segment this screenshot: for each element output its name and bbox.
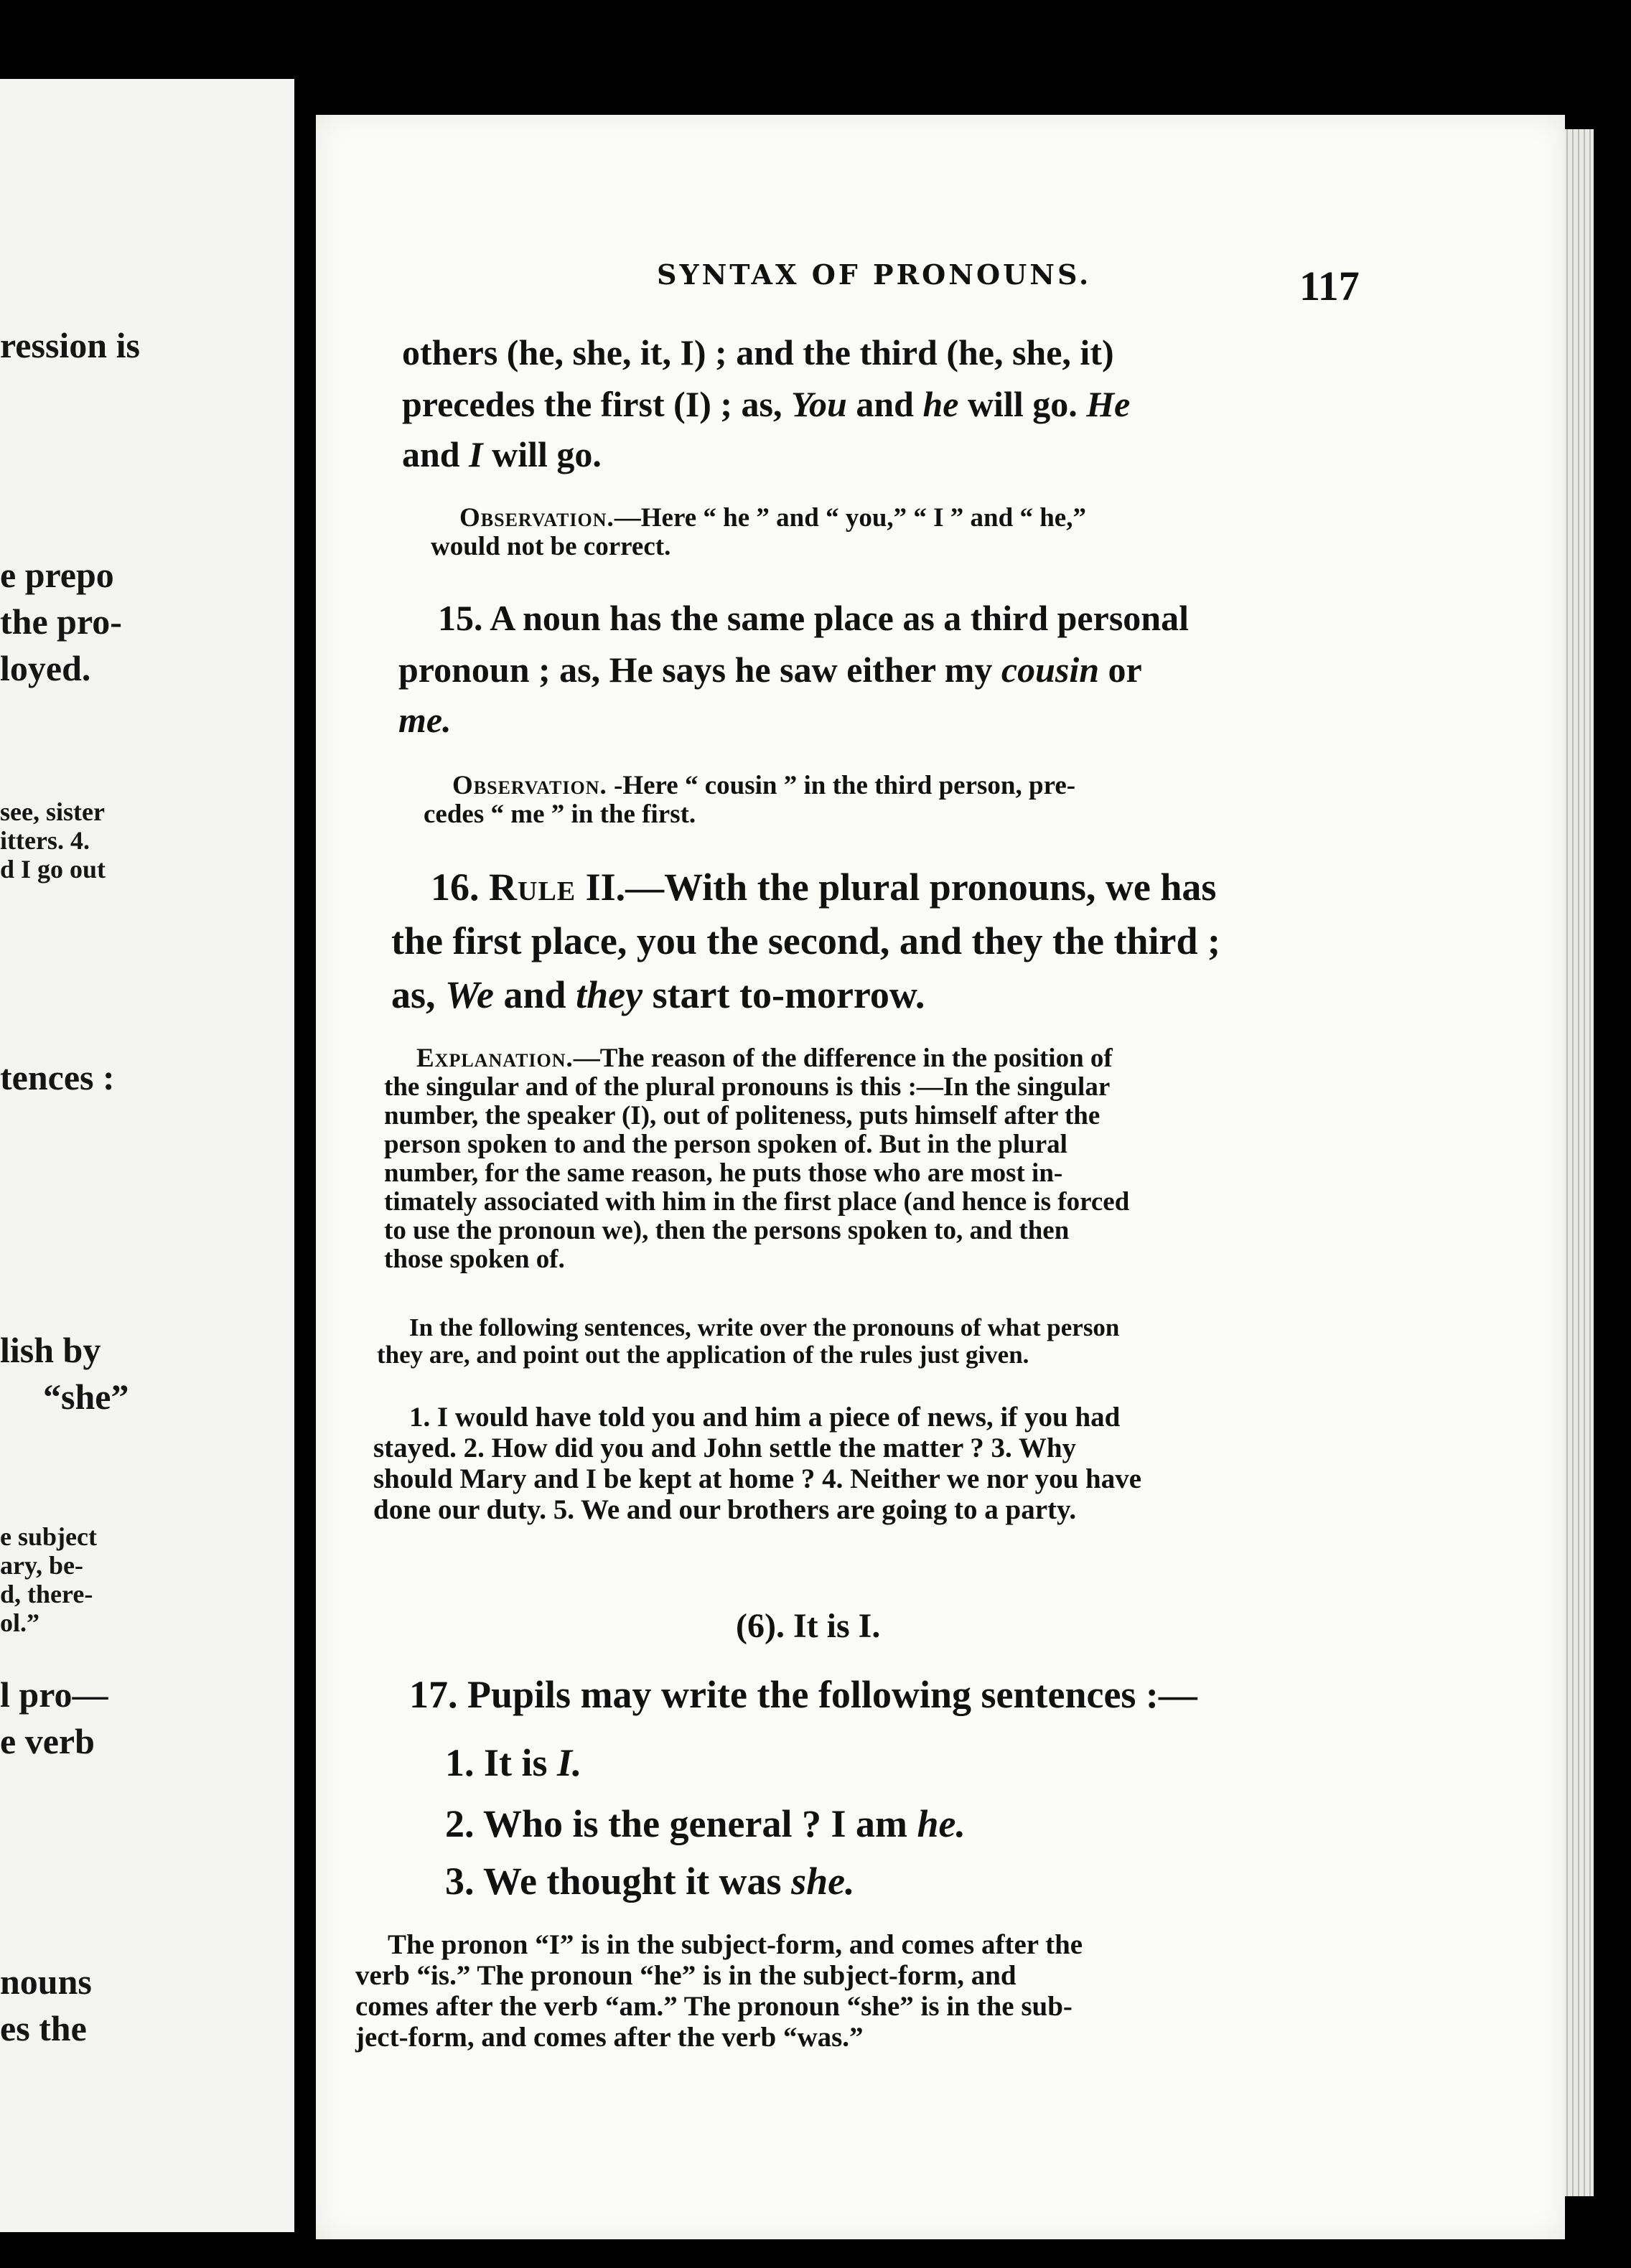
final-note-line2: verb “is.” The pronoun “he” is in the subject-form, and — [355, 1960, 1017, 1991]
explanation-line5: number, for the same reason, he puts those who are most in- — [384, 1158, 1063, 1188]
para14-line1: others (he, she, it, I) ; and the third (he, she, it) — [402, 332, 1114, 372]
running-header: SYNTAX OF PRONOUNS. — [657, 258, 1092, 291]
exercise-line1: 1. I would have told you and him a piece of news, if you had — [409, 1402, 1121, 1433]
para14-line2: precedes the first (I) ; as, You and he will go. He — [402, 384, 1131, 424]
left-line: the pro- — [0, 601, 122, 642]
observation-1: Observation.—Here “ he ” and “ you,” “ I ” and “ he,” — [459, 503, 1086, 533]
left-line: nouns — [0, 1962, 92, 2002]
para17: 17. Pupils may write the following sentences :— — [409, 1673, 1197, 1716]
left-line: d, there- — [0, 1580, 93, 1608]
sentence-1: 1. It is I. — [445, 1741, 582, 1784]
left-line: es the — [0, 2008, 87, 2048]
exercise-line2: stayed. 2. How did you and John settle the matter ? 3. Why — [373, 1433, 1077, 1463]
para15-line2: pronoun ; as, He says he saw either my cousin or — [398, 650, 1142, 690]
left-line: “she” — [43, 1377, 129, 1417]
observation-2-line2: cedes “ me ” in the first. — [424, 800, 696, 829]
final-note-line4: ject-form, and comes after the verb “was.” — [355, 2022, 864, 2053]
left-page-fragment — [0, 79, 294, 2232]
final-note-line3: comes after the verb “am.” The pronoun “she” is in the sub- — [355, 1991, 1072, 2022]
instruction-line1: In the following sentences, write over the pronouns of what person — [409, 1313, 1120, 1341]
left-line: e subject — [0, 1522, 97, 1551]
sentence-3: 3. We thought it was she. — [445, 1860, 855, 1903]
explanation-line7: to use the pronoun we), then the persons spoken to, and then — [384, 1216, 1070, 1245]
section-heading: (6). It is I. — [736, 1607, 881, 1645]
para16-line3: as, We and they start to-morrow. — [391, 973, 925, 1016]
left-line: see, sister — [0, 797, 105, 826]
page-number: 117 — [1299, 263, 1360, 309]
para16-line2: the first place, you the second, and they the third ; — [391, 919, 1220, 962]
para14-line3: and I will go. — [402, 434, 602, 474]
explanation-line6: timately associated with him in the first place (and hence is forced — [384, 1187, 1130, 1217]
instruction-line2: they are, and point out the application of the rules just given. — [377, 1341, 1029, 1369]
explanation-line2: the singular and of the plural pronouns is this :—In the singular — [384, 1072, 1111, 1102]
para15-line3: me. — [398, 700, 452, 740]
exercise-line4: done our duty. 5. We and our brothers are going to a party. — [373, 1494, 1077, 1525]
final-note-line1: The pronon “I” is in the subject-form, and comes after the — [388, 1929, 1083, 1960]
sentence-2: 2. Who is the general ? I am he. — [445, 1802, 966, 1845]
left-line: l pro— — [0, 1674, 108, 1715]
left-line: loyed. — [0, 648, 91, 688]
left-line: ary, be- — [0, 1551, 83, 1580]
explanation-line3: number, the speaker (I), out of politeness, puts himself after the — [384, 1101, 1100, 1130]
explanation-line1: Explanation.—The reason of the difference in the position of — [416, 1044, 1113, 1073]
left-line: tences : — [0, 1057, 115, 1097]
exercise-line3: should Mary and I be kept at home ? 4. Neither we nor you have — [373, 1463, 1142, 1494]
left-line: itters. 4. — [0, 826, 90, 855]
left-line: e prepo — [0, 555, 114, 595]
para15-line1: 15. A noun has the same place as a third personal — [438, 598, 1189, 638]
explanation-line8: those spoken of. — [384, 1245, 565, 1274]
left-line: d I go out — [0, 855, 106, 884]
para16-line1: 16. Rule II.—With the plural pronouns, we has — [431, 866, 1217, 909]
explanation-line4: person spoken to and the person spoken of. But in the plural — [384, 1130, 1067, 1159]
left-line: e verb — [0, 1721, 95, 1761]
left-line: lish by — [0, 1330, 101, 1370]
left-line: ol.” — [0, 1608, 40, 1637]
observation-1-line2: would not be correct. — [431, 532, 671, 561]
observation-2: Observation. -Here “ cousin ” in the third person, pre- — [452, 771, 1076, 800]
left-line: ression is — [0, 325, 140, 365]
